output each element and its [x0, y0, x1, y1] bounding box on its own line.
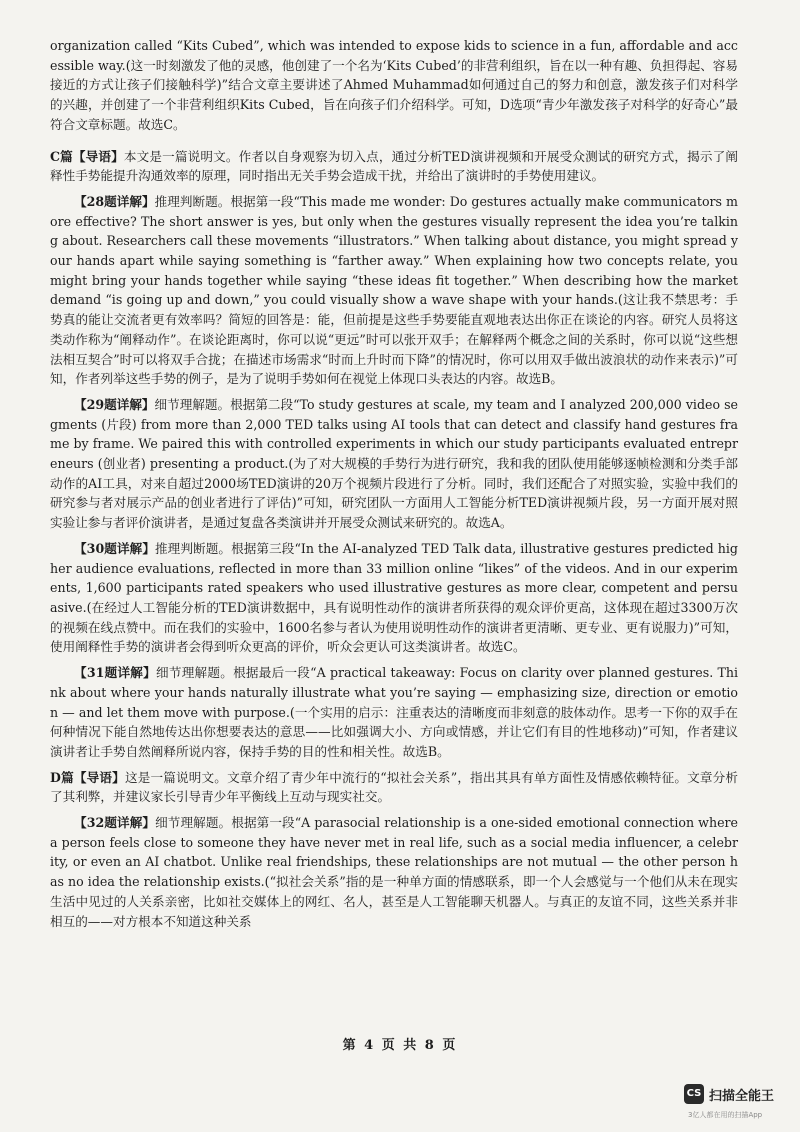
paragraph-q30 — [50, 539, 738, 657]
paragraph-text: 细节理解题。根据最后一段“A practical takeaway: Focus on clarity over planned gestures. Think about where your hands naturally illustrate what you’re saying — emphasizing size, direction or emotion — and let them move with purpose.(一个实用的启示：注重表达的清晰度而非刻意的肢体动作。思考一下你的双手在何种情况下能自然地传达出你想要表达的意思——比如强调大小、方向或情感，并让它们有目的性地移动)”可知，作者建议演讲者让手势自然阐释所说内容，保持手势的目的性和相关性。故选B。 — [50, 665, 739, 759]
paragraph-q28 — [50, 192, 738, 389]
scanner-watermark — [684, 1084, 792, 1124]
paragraph-text: 细节理解题。根据第一段“A parasocial relationship is a one-sided emotional connection where a person feels close to someone they have never met in real life, such as a social media influencer, a celebrity, or even an AI chatbot. Unlike real friendships, these relationships are not mutual — the other person has no idea the relationship exists.(“拟社会关系”指的是一种单方面的情感联系，即一个人会感觉与一个他们从未在现实生活中见过的人关系亲密，比如社交媒体上的网红、名人，甚至是人工智能聊天机器人。与真正的友谊不同，这些关系并非相互的——对方根本不知道这种关系 — [50, 815, 738, 929]
paragraph-text: 推理判断题。根据第三段“In the AI-analyzed TED Talk data, illustrative gestures predicted higher audience evaluations, reflected in more than 33 million online “likes” of the videos. And in our experiments, 1,600 participants rated speakers who used illustrative gestures as more clear, competent and persuasive.(在经过人工智能分析的TED演讲数据中，具有说明性动作的演讲者所获得的观众评价更高，这体现在超过3300万次的视频在线点赞中。而在我们的实验中，1600名参与者认为使用说明性动作的演讲者更清晰、更专业、更有说服力)”可知，使用阐释性手势的演讲者会得到听众更高的评价，听众会更认可这类演讲者。故选C。 — [50, 540, 738, 655]
paragraph-d-intro — [50, 768, 738, 807]
paragraph-text: 本文是一篇说明文。作者以自身观察为切入点，通过分析TED演讲视频和开展受众测试的研究方式，揭示了阐释性手势能提升沟通效率的原理，同时指出无关手势会造成干扰，并给出了演讲时的手势使用建议。 — [50, 148, 738, 184]
paragraph-lead: 【30题详解】 — [74, 540, 155, 556]
paragraph-q29 — [50, 395, 738, 533]
paragraph-q32 — [50, 813, 738, 931]
paragraph-text: organization called “Kits Cubed”, which was intended to expose kids to science in a fun, affordable and accessible way.(这一时刻激发了他的灵感，他创建了一个名为‘Kits Cubed’的非营利组织，旨在以一种有趣、负担得起、容易接近的方式让孩子们接触科学)”结合文章主要讲述了Ahmed Muhammad如何通过自己的努力和创意，激发孩子们对科学的兴趣，并创建了一个非营利组织Kits Cubed，旨在向孩子们介绍科学。可知，D选项“青少年激发孩子对科学的好奇心”最符合文章标题。故选C。 — [50, 38, 738, 132]
paragraph-b-passage-ending — [50, 36, 738, 135]
paragraph-lead: 【28题详解】 — [74, 193, 155, 209]
paragraph-q31 — [50, 663, 738, 762]
paragraph-lead: C篇【导语】 — [50, 148, 124, 164]
watermark-brand-name: 扫描全能王 — [709, 1089, 775, 1104]
paragraph-lead: 【29题详解】 — [74, 396, 155, 412]
paragraph-lead: 【32题详解】 — [74, 815, 156, 831]
paragraph-text: 细节理解题。根据第二段“To study gestures at scale, my team and I analyzed 200,000 video segments (片段) from more than 2,000 TED talks using AI tools that can detect and classify hand gestures frame by frame. We paired this with controlled experiments in which our study participants evaluated entrepreneurs (创业者) presenting a product.(为了对大规模的手势行为进行研究，我和我的团队使用能够逐帧检测和分类手部动作的AI工具，对来自超过2000场TED演讲的20万个视频片段进行了分析。同时，我们还配合了对照实验，实验中我们的研究参与者对展示产品的创业者进行了评估)”可知，研究团队一方面用人工智能分析TED演讲视频片段，另一方面开展对照实验让参与者评价演讲者，是通过复盘各类演讲并开展受众测试来研究的。故选A。 — [50, 396, 738, 531]
paragraph-text: 这是一篇说明文。文章介绍了青少年中流行的“拟社会关系”，指出其具有单方面性及情感依赖特征。文章分析了其利弊，并建议家长引导青少年平衡线上互动与现实社交。 — [50, 769, 738, 805]
paragraph-lead: 【31题详解】 — [74, 665, 157, 681]
paragraph-text: 推理判断题。根据第一段“This made me wonder: Do gestures actually make communicators more effective? The short answer is yes, but only when the gestures visually represent the idea you’re talking about. Researchers call these movements “illustrators.” When talking about distance, you might spread your hands apart while saying something is “farther away.” When explaining how two concepts relate, you might bring your hands together while saying “these ideas fit together.” When describing how the market demand “is going up and down,” you could visually show a wave shape with your hands.(这让我不禁思考：手势真的能让交流者更有效率吗？简短的回答是：能，但前提是这些手势要能直观地表达出你正在谈论的内容。研究人员将这类动作称为“阐释动作”。在谈论距离时，你可以说“更远”时可以张开双手；在解释两个概念之间的关系时，你可以说“这些想法相互契合”时可以将双手合拢；在描述市场需求“时而上升时而下降”的情况时，你可以用双手做出波浪状的动作来表示)”可知，作者列举这些手势的例子，是为了说明手势如何在视觉上体现口头表达的内容。故选B。 — [50, 193, 738, 387]
paragraph-lead: D篇【导语】 — [50, 769, 125, 785]
page-number: 第 4 页 共 8 页 — [342, 1038, 458, 1053]
watermark-tagline: 3亿人都在用的扫描App — [688, 1111, 763, 1119]
camscanner-logo-icon: CS — [684, 1084, 704, 1104]
paragraph-c-intro — [50, 147, 738, 186]
document-page — [50, 36, 738, 937]
